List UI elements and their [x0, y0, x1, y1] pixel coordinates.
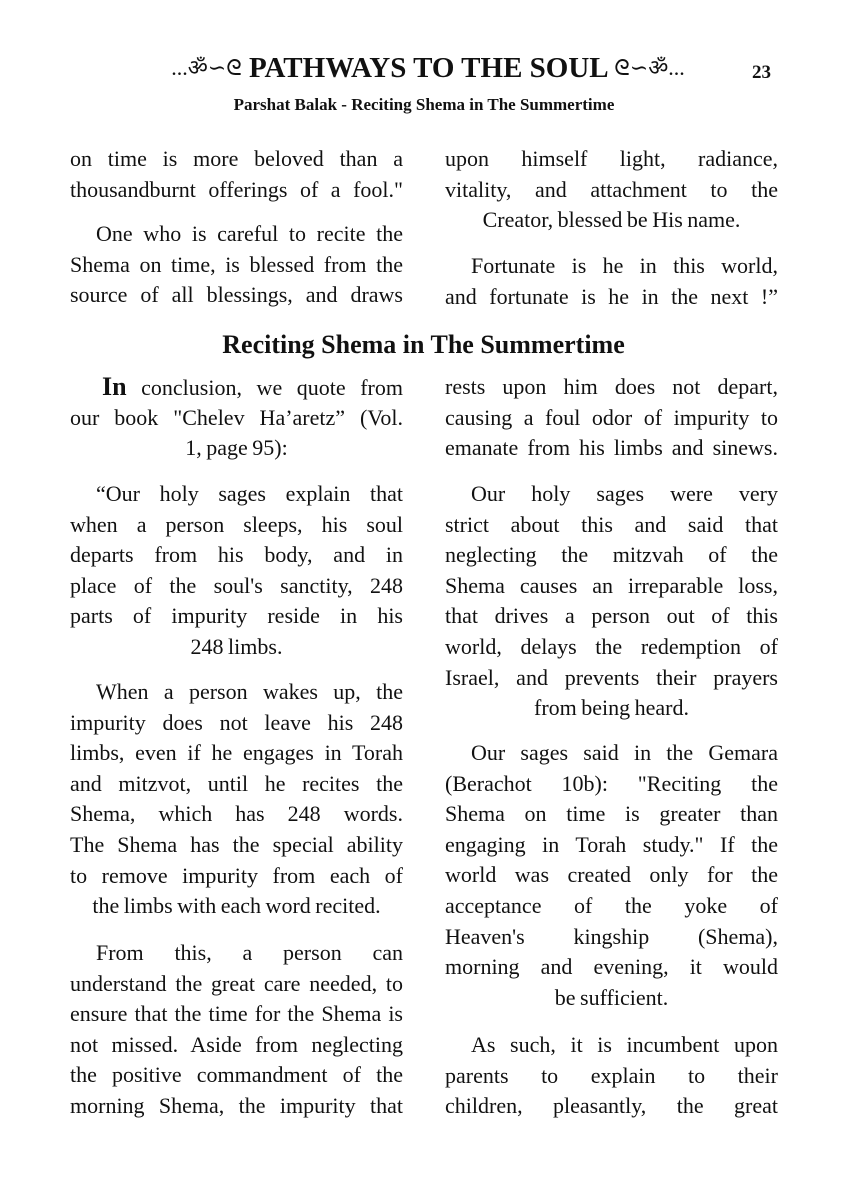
text-line: place of the soul's sanctity, 248 — [70, 572, 403, 598]
paragraph — [70, 677, 403, 922]
text-line: the limbs with each word recited. — [92, 893, 381, 919]
text-line: Shema causes an irreparable loss, — [445, 572, 778, 598]
text-line: our book "Chelev Ha’aretz” (Vol. — [70, 404, 403, 430]
text-line: source of all blessings, and draws — [70, 282, 403, 308]
paragraph — [445, 479, 778, 724]
text-line: ensure that the time for the Shema is — [70, 1001, 403, 1027]
text-line: (Berachot 10b): "Reciting the — [445, 770, 778, 796]
text-line: engaging in Torah study." If the — [445, 831, 778, 857]
text-line: impurity does not leave his 248 — [70, 709, 403, 735]
text-line: thousandburnt offerings of a fool." — [70, 176, 403, 202]
text-line: Fortunate is he in this world, — [471, 253, 778, 278]
paragraph — [445, 251, 778, 312]
text-line: departs from his body, and in — [70, 542, 403, 568]
text-line: upon himself light, radiance, — [445, 146, 778, 171]
paragraph — [70, 372, 403, 464]
text-line: be sufficient. — [554, 984, 669, 1010]
text-line: strict about this and said that — [445, 511, 778, 537]
text-line: Shema, which has 248 words. — [70, 801, 403, 827]
text-line: One who is careful to recite the — [96, 221, 403, 246]
text-line: from being heard. — [534, 695, 689, 721]
ornament-right-icon: ᘓ∽ॐ... — [614, 55, 685, 80]
text-line: emanate from his limbs and sinews. — [445, 435, 778, 461]
paragraph — [445, 372, 778, 464]
text-line: Shema on time, is blessed from the — [70, 251, 403, 277]
text-line: on time is more beloved than a — [70, 146, 403, 171]
paragraph — [445, 738, 778, 1013]
paragraph — [70, 479, 403, 663]
paragraph — [70, 219, 403, 311]
text-line: parts of impurity reside in his — [70, 603, 403, 629]
text-line: Israel, and prevents their prayers — [445, 664, 778, 690]
text-line: Our sages said in the Gemara — [471, 740, 778, 765]
text-line: When a person wakes up, the — [96, 679, 403, 704]
text-line: children, pleasantly, the great — [445, 1093, 778, 1119]
paragraph — [445, 144, 778, 236]
text-line: causing a foul odor of impurity to — [445, 404, 778, 430]
text-line: rests upon him does not depart, — [445, 374, 778, 399]
text-line: parents to explain to their — [445, 1062, 778, 1088]
book-title: PATHWAYS TO THE SOUL — [248, 52, 608, 84]
ornament-left-icon: ...ॐ∽ᘓ — [171, 55, 242, 80]
text-line: From this, a person can — [96, 940, 403, 965]
running-header — [128, 52, 728, 85]
text-line: when a person sleeps, his soul — [70, 511, 403, 537]
text-line: to remove impurity from each of — [70, 862, 403, 888]
text-line: Our holy sages were very — [471, 481, 778, 506]
text-line: Heaven's kingship (Shema), — [445, 923, 778, 949]
text-line: Shema on time is greater than — [445, 801, 778, 827]
text-line: and fortunate is he in the next !” — [445, 283, 778, 309]
text-line: world, delays the redemption of — [445, 633, 778, 659]
text-line: understand the great care needed, to — [70, 970, 403, 996]
text-line: 248 limbs. — [190, 633, 283, 659]
text-line: that drives a person out of this — [445, 603, 778, 629]
line-text: conclusion, we quote from — [126, 375, 403, 400]
page-number: 23 — [752, 62, 771, 83]
text-line: 1, page 95): — [185, 435, 288, 461]
text-line: limbs, even if he engages in Torah — [70, 740, 403, 766]
section-title: Reciting Shema in The Summertime — [222, 330, 625, 359]
text-line: As such, it is incumbent upon — [471, 1032, 778, 1057]
text-line — [70, 372, 403, 403]
text-line: vitality, and attachment to the — [445, 176, 778, 202]
drop-lead: In — [102, 372, 127, 401]
text-line: world was created only for the — [445, 862, 778, 888]
paragraph — [70, 144, 403, 205]
text-line: the positive commandment of the — [70, 1062, 403, 1088]
text-line: not missed. Aside from neglecting — [70, 1031, 403, 1057]
text-line: and mitzvot, until he recites the — [70, 770, 403, 796]
text-line: morning Shema, the impurity that — [70, 1092, 403, 1118]
text-line: neglecting the mitzvah of the — [445, 542, 778, 568]
text-line: morning and evening, it would — [445, 954, 778, 980]
text-line: acceptance of the yoke of — [445, 892, 778, 918]
paragraph — [70, 938, 403, 1122]
paragraph — [445, 1030, 778, 1122]
text-line: “Our holy sages explain that — [96, 481, 403, 506]
text-line: The Shema has the special ability — [70, 831, 403, 857]
chapter-subtitle: Parshat Balak - Reciting Shema in The Summertime — [233, 95, 615, 114]
text-line: Creator, blessed be His name. — [482, 207, 741, 233]
